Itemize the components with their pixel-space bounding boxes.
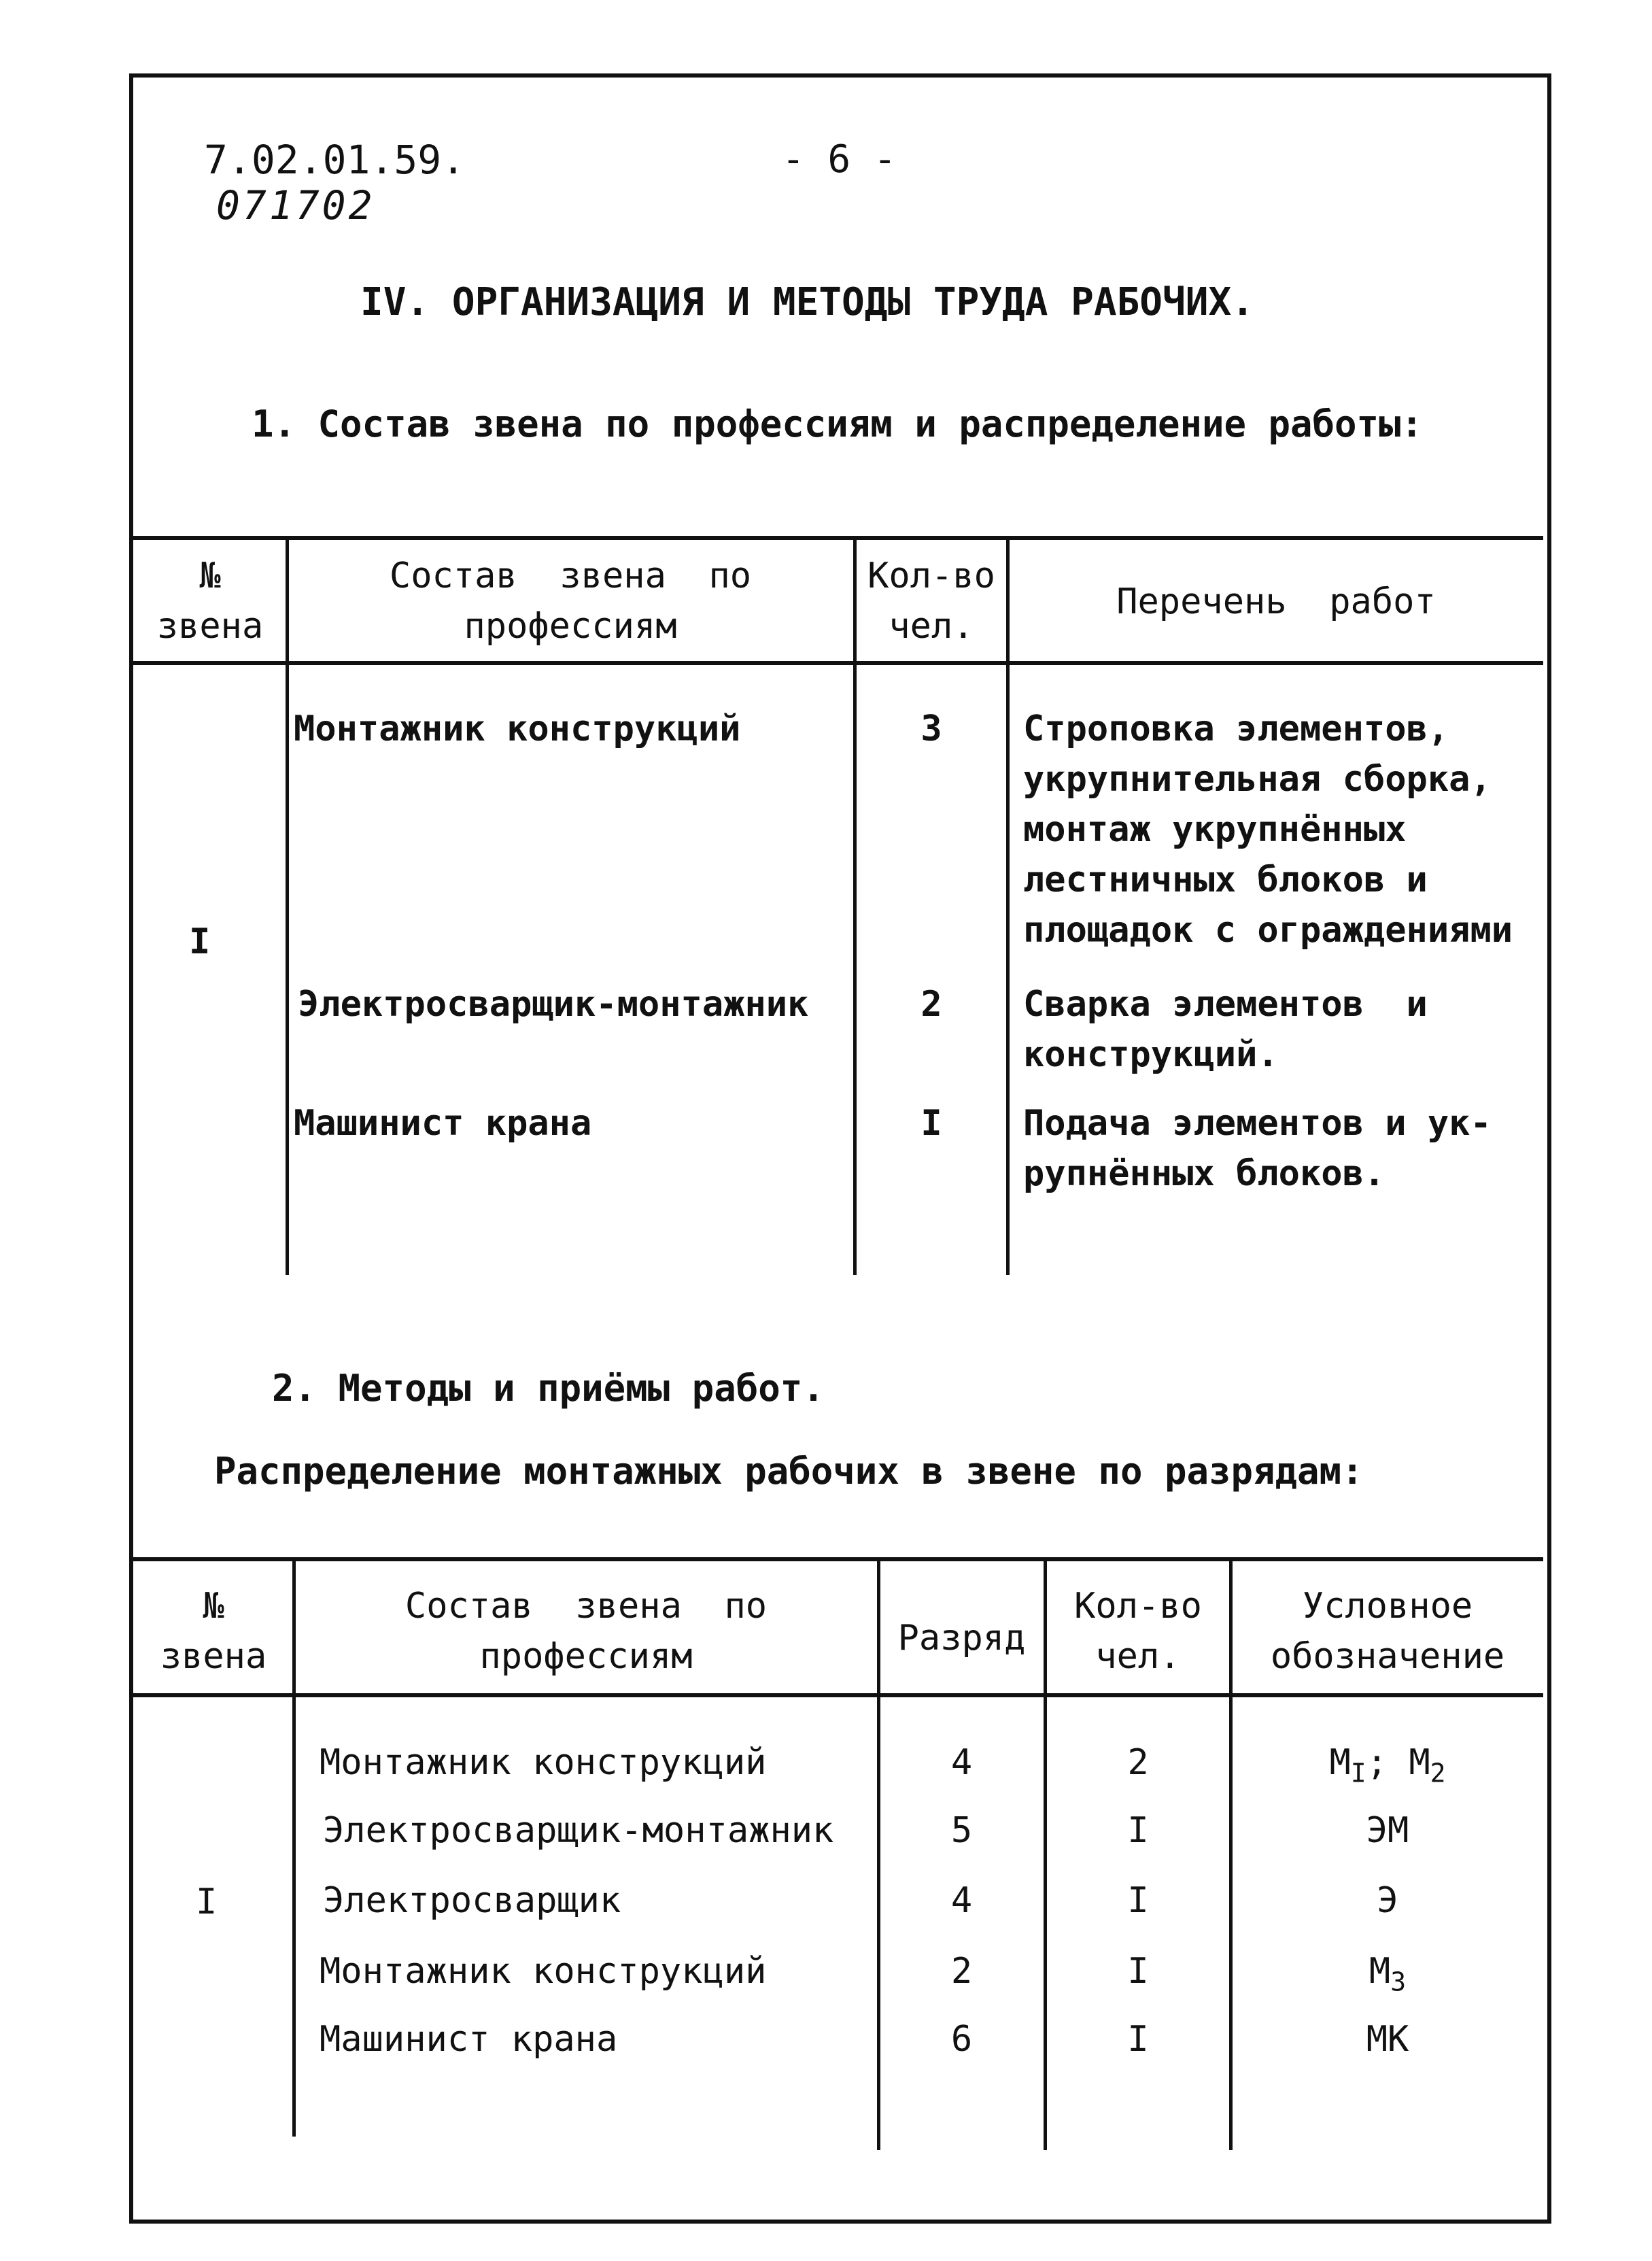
t2-row4-symbol-sub: 3 xyxy=(1390,1967,1407,1997)
t2-row1-profession: Монтажник конструкций xyxy=(320,1742,767,1783)
t2-header-composition xyxy=(296,1581,876,1682)
subsection-1-heading: 1. Состав звена по профессиям и распределение работы: xyxy=(252,403,1424,445)
t2-row5-profession: Машинист крана xyxy=(320,2019,618,2060)
t1-header-num-line2: звена xyxy=(156,606,264,647)
t2-header-qty-line2: чел. xyxy=(1095,1636,1181,1677)
t1-row2-works xyxy=(1023,979,1428,1080)
subsection-2-intro: Распределение монтажных рабочих в звене по разрядам: xyxy=(214,1450,1364,1493)
t1-header-qty-line1: Кол-во xyxy=(867,556,995,596)
t1-row1-profession: Монтажник конструкций xyxy=(294,709,741,749)
t2-row3-symbol: Э xyxy=(1377,1880,1398,1921)
t2-group-number: I xyxy=(196,1882,218,1922)
t1-row1-works xyxy=(1023,704,1513,955)
t1-row1-works-line: монтаж укрупнённых xyxy=(1023,809,1407,850)
table1-col-divider-2 xyxy=(853,537,857,1275)
section-title: IV. ОРГАНИЗАЦИЯ И МЕТОДЫ ТРУДА РАБОЧИХ. xyxy=(360,280,1254,324)
t1-header-qty-line2: чел. xyxy=(889,606,974,647)
table2-col-divider-1 xyxy=(292,1559,296,2137)
t1-group-number: I xyxy=(189,921,211,962)
t1-header-qty xyxy=(858,551,1005,651)
t2-header-symbol-line2: обозначение xyxy=(1270,1636,1505,1677)
t2-row1-rank: 4 xyxy=(950,1742,973,1783)
t2-row1-symbol2-main: M xyxy=(1409,1742,1430,1783)
t2-row2-rank: 5 xyxy=(950,1810,973,1851)
t1-header-num xyxy=(136,551,284,651)
t2-header-rank: Разряд xyxy=(897,1618,1026,1659)
t1-row2-works-line: конструкций. xyxy=(1023,1034,1279,1075)
page-number: - 6 - xyxy=(782,137,897,182)
table1-header-bottom-border xyxy=(133,661,1543,665)
t2-row4-qty: I xyxy=(1127,1951,1149,1992)
t2-header-qty xyxy=(1048,1581,1228,1682)
t2-row5-symbol: МК xyxy=(1366,2019,1409,2060)
t2-header-num xyxy=(136,1581,291,1682)
t1-row2-qty: 2 xyxy=(920,984,942,1025)
t2-row1-symbol2-sub: 2 xyxy=(1430,1758,1446,1788)
t1-row1-works-line: площадок с ограждениями xyxy=(1023,910,1513,951)
t2-row2-symbol: ЭМ xyxy=(1366,1810,1409,1851)
t2-row1-symbol: $M_I$; $M_2$ xyxy=(1329,1742,1446,1788)
t2-header-num-line2: звена xyxy=(160,1636,267,1677)
t2-row3-qty: I xyxy=(1127,1880,1149,1921)
t1-header-comp-line2: профессиям xyxy=(464,606,677,647)
t2-row5-rank: 6 xyxy=(950,2019,973,2060)
t1-row1-works-line: лестничных блоков и xyxy=(1023,860,1428,900)
t2-row2-profession: Электросварщик-монтажник xyxy=(323,1810,834,1851)
t1-row2-profession: Электросварщик-монтажник xyxy=(298,984,809,1025)
t1-row2-works-line: Сварка элементов и xyxy=(1023,984,1428,1025)
t1-row3-works-line: Подача элементов и ук- xyxy=(1023,1103,1492,1144)
t1-header-works: Перечень работ xyxy=(1116,581,1436,622)
t2-row4-symbol xyxy=(1234,1946,1541,2007)
doc-code: 7.02.01.59. xyxy=(204,137,466,183)
t1-row3-profession: Машинист крана xyxy=(294,1103,592,1144)
table2-header-bottom-border xyxy=(133,1693,1543,1697)
t1-row3-works xyxy=(1023,1098,1492,1199)
t1-row3-qty: I xyxy=(920,1103,942,1144)
t2-row5-qty: I xyxy=(1127,2019,1149,2060)
t2-header-qty-line1: Кол-во xyxy=(1074,1586,1202,1627)
t2-row3-rank: 4 xyxy=(950,1880,973,1921)
handwritten-number: 071702 xyxy=(216,182,375,228)
t1-header-comp-line1: Состав звена по xyxy=(389,556,752,596)
t2-row1-symbol-main: M xyxy=(1329,1742,1351,1783)
t2-row4-rank: 2 xyxy=(950,1951,973,1992)
t1-row1-qty: 3 xyxy=(920,709,942,749)
table2-top-border xyxy=(133,1557,1543,1561)
t2-header-num-line1: № xyxy=(203,1586,224,1627)
table2-col-divider-4 xyxy=(1229,1559,1233,2150)
t1-row1-works-line: укрупнительная сборка, xyxy=(1023,759,1492,800)
t2-header-comp-line1: Состав звена по xyxy=(405,1586,768,1627)
t2-row1-symbol-sub: I xyxy=(1350,1758,1366,1788)
t2-header-symbol-line1: Условное xyxy=(1302,1586,1473,1627)
t2-row2-qty: I xyxy=(1127,1810,1149,1851)
t1-row3-works-line: рупнённых блоков. xyxy=(1023,1153,1386,1194)
t2-header-comp-line2: профессиям xyxy=(479,1636,693,1677)
table2-col-divider-2 xyxy=(877,1559,880,2150)
t2-row1-qty: 2 xyxy=(1127,1742,1149,1783)
t2-row4-profession: Монтажник конструкций xyxy=(320,1951,767,1992)
t1-header-composition xyxy=(289,551,852,651)
table2-col-divider-3 xyxy=(1044,1559,1047,2150)
t2-row3-profession: Электросварщик xyxy=(323,1880,621,1921)
table1-col-divider-3 xyxy=(1006,537,1010,1275)
t1-header-num-line1: № xyxy=(199,556,221,596)
t2-header-symbol xyxy=(1234,1581,1541,1682)
t1-row1-works-line: Строповка элементов, xyxy=(1023,709,1449,749)
table1-top-border xyxy=(133,536,1543,540)
subsection-2-heading: 2. Методы и приёмы работ. xyxy=(272,1367,825,1410)
t2-row4-symbol-main: M xyxy=(1369,1951,1391,1992)
